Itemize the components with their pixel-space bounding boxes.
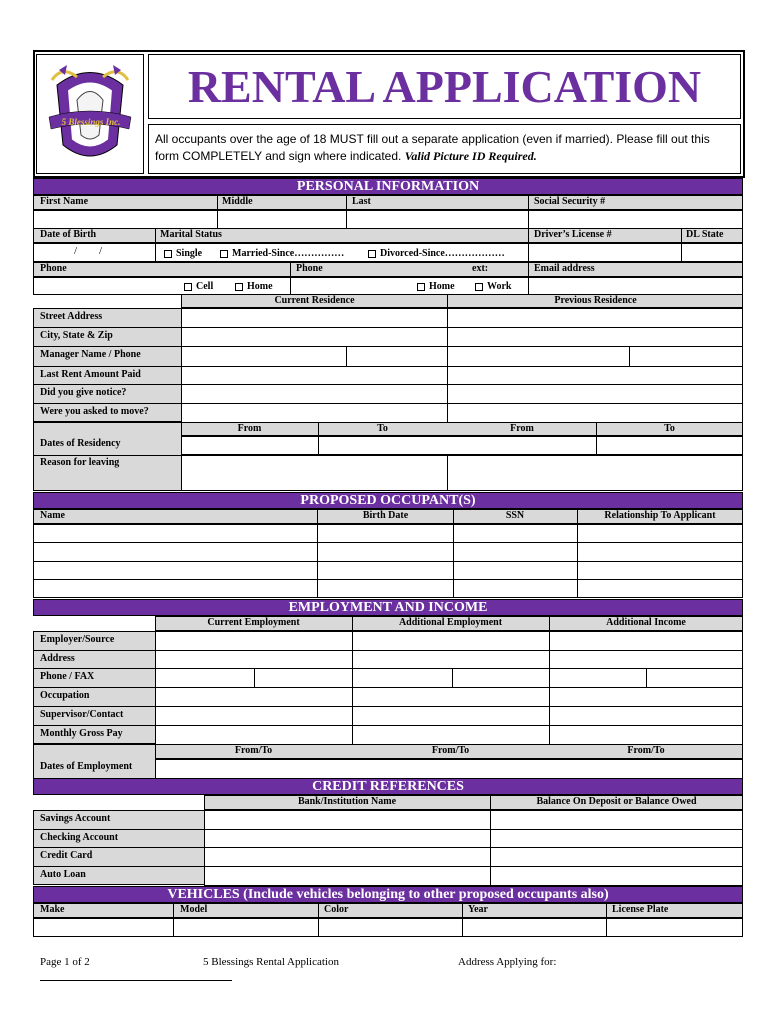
employment-row-label: Monthly Gross Pay bbox=[40, 728, 123, 739]
intro-emphasis: Valid Picture ID Required. bbox=[404, 149, 537, 163]
intro-box bbox=[148, 124, 741, 174]
employment-row-input[interactable] bbox=[155, 650, 743, 669]
personal-label-row-1 bbox=[33, 195, 743, 210]
model-label: Model bbox=[180, 904, 208, 915]
credit-row-input[interactable] bbox=[204, 810, 743, 830]
reason-leaving-input[interactable] bbox=[181, 455, 743, 491]
current-employment-label: Current Employment bbox=[207, 617, 300, 628]
section-credit: CREDIT REFERENCES bbox=[33, 778, 743, 795]
bank-label: Bank/Institution Name bbox=[297, 796, 397, 807]
occupant-birth-label: Birth Date bbox=[362, 510, 409, 521]
residence-row-input[interactable] bbox=[181, 327, 743, 347]
divider bbox=[33, 327, 182, 328]
divider bbox=[155, 228, 156, 262]
residence-row-input[interactable] bbox=[181, 403, 743, 423]
name-input-row[interactable] bbox=[33, 210, 743, 229]
checkbox-icon bbox=[417, 283, 425, 291]
footer-app-name: 5 Blessings Rental Application bbox=[203, 956, 339, 968]
current-residence-label: Current Residence bbox=[274, 295, 355, 306]
divider bbox=[33, 346, 182, 347]
residence-row-input[interactable] bbox=[181, 384, 743, 404]
divorced-label: Divorced-Since……………… bbox=[380, 248, 505, 259]
ssn-label: Social Security # bbox=[534, 196, 606, 207]
credit-row-input[interactable] bbox=[204, 847, 743, 867]
dob-label: Date of Birth bbox=[40, 229, 97, 240]
divider bbox=[173, 903, 174, 937]
home-checkbox-1[interactable] bbox=[235, 281, 273, 292]
fromto-label-1: From/To bbox=[234, 745, 273, 756]
employment-row-label: Occupation bbox=[40, 690, 90, 701]
residence-row-input[interactable] bbox=[181, 308, 743, 328]
divider bbox=[33, 866, 205, 867]
divider bbox=[462, 903, 463, 937]
signature-line[interactable] bbox=[40, 980, 232, 981]
phone-input-row[interactable] bbox=[33, 277, 743, 295]
middle-name-label: Middle bbox=[222, 196, 253, 207]
ext-label: ext: bbox=[472, 263, 489, 274]
section-occupants: PROPOSED OCCUPANT(S) bbox=[33, 492, 743, 509]
personal-label-row-2 bbox=[33, 228, 743, 243]
employment-row-label: Phone / FAX bbox=[40, 671, 95, 682]
divider bbox=[596, 422, 597, 455]
logo bbox=[36, 54, 144, 174]
divider bbox=[33, 687, 156, 688]
divider bbox=[33, 579, 743, 580]
divider bbox=[606, 903, 607, 937]
dl-label: Driver’s License # bbox=[534, 229, 612, 240]
single-label: Single bbox=[176, 248, 203, 259]
first-name-label: First Name bbox=[40, 196, 89, 207]
additional-employment-label: Additional Employment bbox=[398, 617, 503, 628]
residence-row-input[interactable] bbox=[181, 346, 743, 367]
residence-row-label: Did you give notice? bbox=[40, 387, 127, 398]
section-vehicles: VEHICLES (Include vehicles belonging to other proposed occupants also) bbox=[33, 886, 743, 903]
residence-label-column bbox=[33, 308, 182, 422]
single-checkbox[interactable] bbox=[164, 248, 202, 259]
divider bbox=[453, 509, 454, 598]
section-employment: EMPLOYMENT AND INCOME bbox=[33, 599, 743, 616]
employment-row-input[interactable] bbox=[155, 706, 743, 726]
dates-employment-input[interactable] bbox=[155, 759, 743, 779]
divider bbox=[318, 422, 319, 455]
from-label-2: From bbox=[510, 423, 534, 434]
employment-row-label: Employer/Source bbox=[40, 634, 115, 645]
occupant-name-label: Name bbox=[40, 510, 65, 521]
cell-label: Cell bbox=[196, 281, 214, 292]
divider bbox=[528, 195, 529, 229]
checkbox-icon bbox=[220, 250, 228, 258]
intro-text: All occupants over the age of 18 MUST fill out a separate application (even if married). Please fill out this form COMPLETELY and sign where indicated. bbox=[155, 132, 710, 163]
divider bbox=[447, 455, 448, 491]
additional-income-label: Additional Income bbox=[606, 617, 686, 628]
fromto-label-2: From/To bbox=[431, 745, 470, 756]
plate-label: License Plate bbox=[612, 904, 669, 915]
balance-label: Balance On Deposit or Balance Owed bbox=[536, 796, 697, 807]
divider bbox=[33, 631, 156, 632]
divider bbox=[33, 403, 182, 404]
credit-row-label: Savings Account bbox=[40, 813, 111, 824]
married-label: Married-Since…………… bbox=[232, 248, 345, 259]
employment-row-input[interactable] bbox=[155, 631, 743, 651]
checkbox-icon bbox=[164, 250, 172, 258]
checkbox-icon bbox=[184, 283, 192, 291]
divider bbox=[33, 725, 156, 726]
divider bbox=[33, 668, 156, 669]
vehicles-input-row[interactable] bbox=[33, 918, 743, 937]
divider bbox=[217, 195, 218, 229]
email-label: Email address bbox=[534, 263, 595, 274]
residence-row-input[interactable] bbox=[181, 366, 743, 385]
divider bbox=[490, 795, 491, 885]
divider bbox=[577, 509, 578, 598]
divider bbox=[528, 228, 529, 262]
page-title: RENTAL APPLICATION bbox=[187, 61, 702, 112]
divider bbox=[33, 706, 156, 707]
credit-row-input[interactable] bbox=[204, 866, 743, 886]
dob-input[interactable]: / / bbox=[74, 245, 103, 257]
divider bbox=[33, 366, 182, 367]
dl-state-label: DL State bbox=[686, 229, 724, 240]
dates-employment-label: Dates of Employment bbox=[40, 761, 133, 772]
divider bbox=[528, 262, 529, 295]
make-label: Make bbox=[40, 904, 65, 915]
residence-row-label: City, State & Zip bbox=[40, 330, 113, 341]
divider bbox=[346, 195, 347, 229]
color-label: Color bbox=[324, 904, 349, 915]
home-label-1: Home bbox=[247, 281, 273, 292]
credit-row-label: Credit Card bbox=[40, 850, 93, 861]
to-label-1: To bbox=[377, 423, 388, 434]
logo-text: 5 Blessings Inc. bbox=[61, 117, 121, 127]
credit-row-input[interactable] bbox=[204, 829, 743, 848]
married-checkbox[interactable] bbox=[220, 248, 344, 259]
phone-label-1: Phone bbox=[40, 263, 67, 274]
previous-residence-label: Previous Residence bbox=[554, 295, 637, 306]
divider bbox=[290, 262, 291, 295]
residence-row-label: Street Address bbox=[40, 311, 103, 322]
year-label: Year bbox=[468, 904, 488, 915]
fromto-label-3: From/To bbox=[627, 745, 665, 756]
home-checkbox-2[interactable] bbox=[417, 281, 455, 292]
employment-row-input[interactable] bbox=[155, 687, 743, 707]
divorced-checkbox[interactable] bbox=[368, 248, 505, 259]
divider bbox=[33, 847, 205, 848]
divider bbox=[33, 308, 182, 309]
last-name-label: Last bbox=[352, 196, 371, 207]
checkbox-icon bbox=[475, 283, 483, 291]
work-checkbox[interactable] bbox=[475, 281, 511, 292]
divider bbox=[629, 346, 630, 366]
divider bbox=[317, 509, 318, 598]
phone-label-2: Phone bbox=[296, 263, 323, 274]
credit-row-label: Checking Account bbox=[40, 832, 119, 843]
personal-label-row-3 bbox=[33, 262, 743, 277]
reason-leaving-label: Reason for leaving bbox=[40, 457, 120, 468]
divider bbox=[254, 668, 255, 688]
divider bbox=[346, 346, 347, 366]
residence-row-label: Last Rent Amount Paid bbox=[40, 369, 141, 380]
occupant-relationship-label: Relationship To Applicant bbox=[604, 510, 716, 521]
employment-row-input[interactable] bbox=[155, 725, 743, 745]
work-label: Work bbox=[487, 281, 512, 292]
divider bbox=[33, 384, 182, 385]
checkbox-icon bbox=[368, 250, 376, 258]
divider bbox=[646, 668, 647, 688]
residence-row-label: Were you asked to move? bbox=[40, 406, 149, 417]
divider bbox=[33, 829, 205, 830]
section-personal: PERSONAL INFORMATION bbox=[33, 178, 743, 195]
title-box bbox=[148, 54, 741, 119]
logo-emblem-icon bbox=[37, 55, 143, 173]
residence-row-label: Manager Name / Phone bbox=[40, 349, 141, 360]
cell-checkbox[interactable] bbox=[184, 281, 213, 292]
home-label-2: Home bbox=[429, 281, 455, 292]
marital-status-label: Marital Status bbox=[160, 229, 222, 240]
dates-residency-input[interactable] bbox=[181, 436, 743, 455]
divider bbox=[318, 903, 319, 937]
employment-row-label: Supervisor/Contact bbox=[40, 709, 124, 720]
divider bbox=[33, 542, 743, 543]
page-number: Page 1 of 2 bbox=[40, 956, 90, 968]
from-label-1: From bbox=[237, 423, 262, 434]
divider bbox=[33, 650, 156, 651]
checkbox-icon bbox=[235, 283, 243, 291]
occupant-ssn-label: SSN bbox=[505, 510, 525, 521]
to-label-2: To bbox=[664, 423, 675, 434]
credit-row-label: Auto Loan bbox=[40, 869, 86, 880]
employment-row-input[interactable] bbox=[155, 668, 743, 688]
dates-residency-label: Dates of Residency bbox=[40, 438, 121, 449]
divider bbox=[452, 668, 453, 688]
footer-address-label: Address Applying for: bbox=[458, 956, 557, 968]
employment-row-label: Address bbox=[40, 653, 75, 664]
divider bbox=[33, 561, 743, 562]
divider bbox=[681, 228, 682, 262]
divider bbox=[33, 810, 205, 811]
